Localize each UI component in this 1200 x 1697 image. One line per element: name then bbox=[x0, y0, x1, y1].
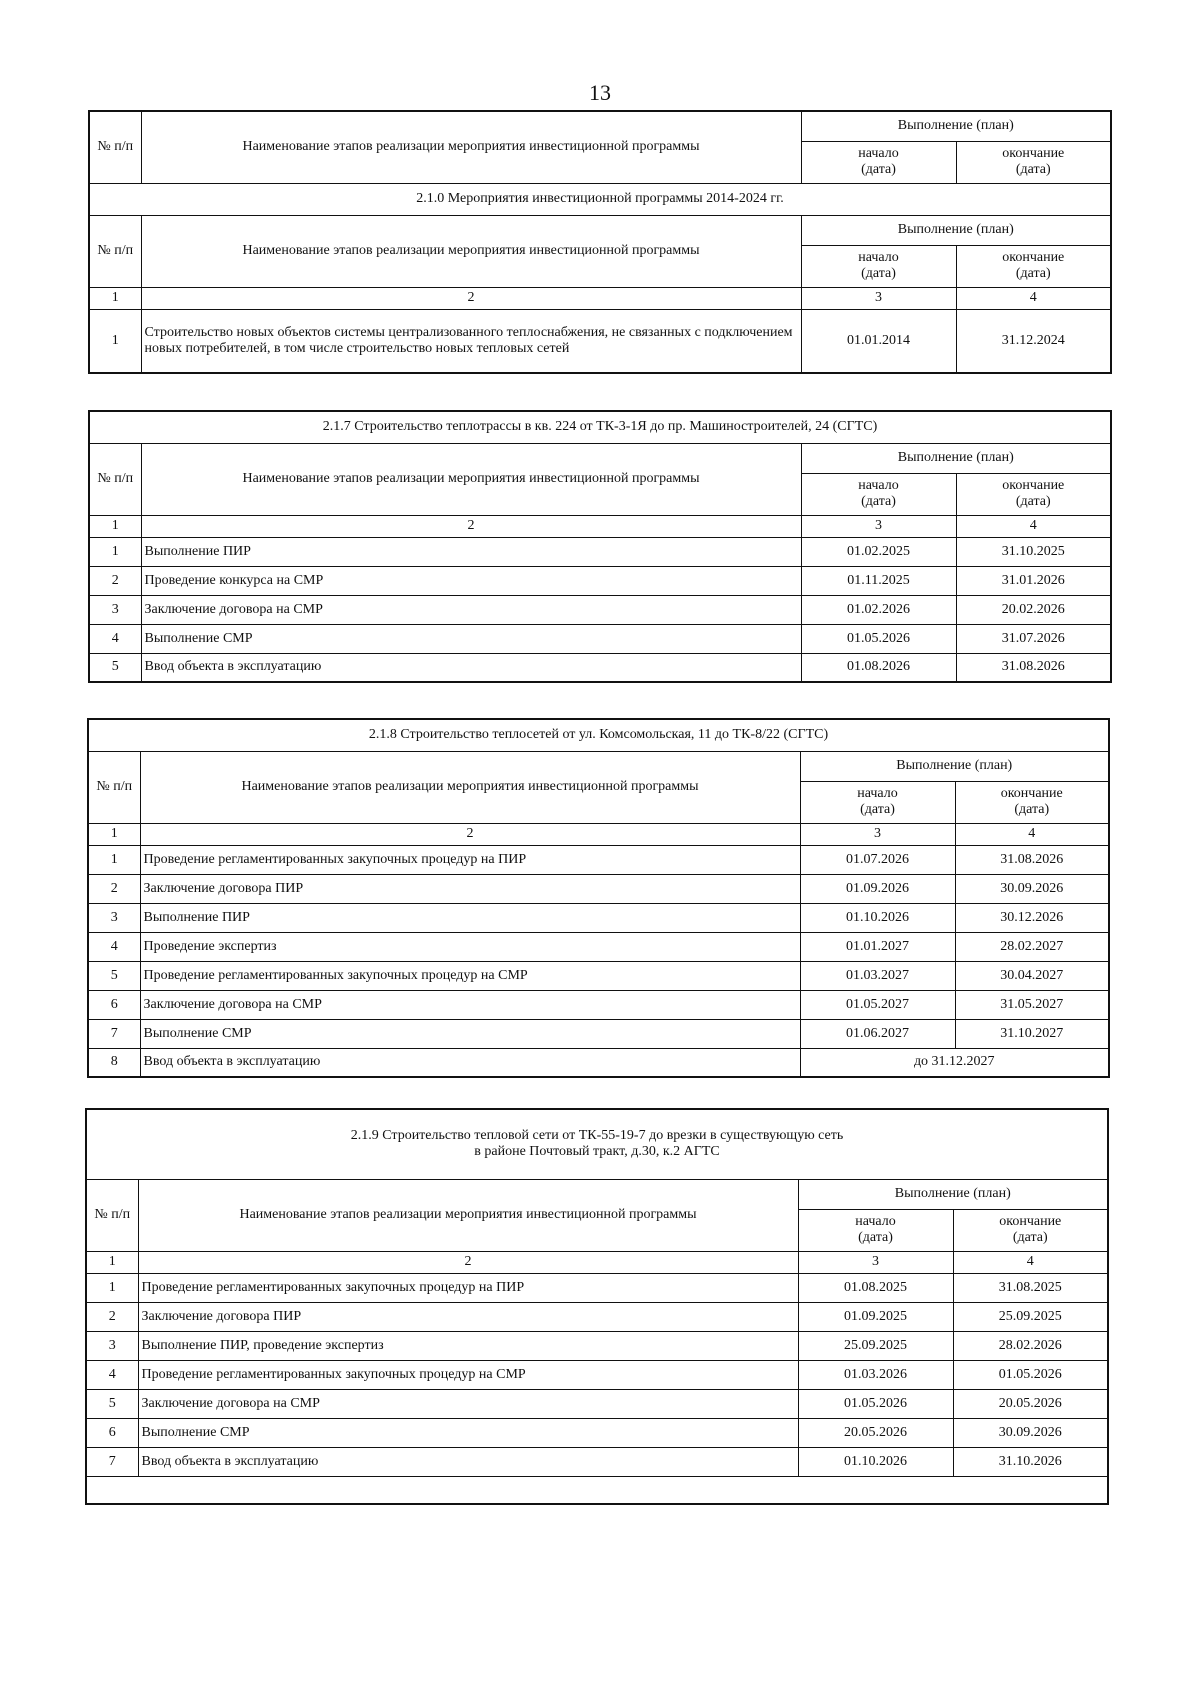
row-name: Ввод объекта в эксплуатацию bbox=[140, 1048, 800, 1077]
column-number: 1 bbox=[88, 823, 140, 845]
row-start: 01.03.2026 bbox=[798, 1360, 953, 1389]
row-end: 01.05.2026 bbox=[953, 1360, 1108, 1389]
row-name: Проведение регламентированных закупочных процедур на ПИР bbox=[138, 1273, 798, 1302]
table-row bbox=[88, 874, 1109, 903]
table-row bbox=[88, 845, 1109, 874]
row-end: 30.09.2026 bbox=[953, 1418, 1108, 1447]
row-num: 1 bbox=[86, 1273, 138, 1302]
column-number: 2 bbox=[141, 287, 801, 309]
table-row bbox=[89, 624, 1111, 653]
row-num: 6 bbox=[86, 1418, 138, 1447]
row-num: 1 bbox=[88, 845, 140, 874]
row-start: 01.01.2027 bbox=[800, 932, 955, 961]
header-start: начало (дата) bbox=[801, 473, 956, 515]
header-end: окончание (дата) bbox=[956, 473, 1111, 515]
column-number: 4 bbox=[953, 1251, 1108, 1273]
header-name: Наименование этапов реализации мероприятия инвестиционной программы bbox=[141, 443, 801, 515]
row-name: Выполнение ПИР bbox=[140, 903, 800, 932]
header-end: окончание (дата) bbox=[956, 245, 1111, 287]
row-name: Выполнение СМР bbox=[140, 1019, 800, 1048]
header-execution: Выполнение (план) bbox=[801, 443, 1111, 473]
column-number: 2 bbox=[141, 515, 801, 537]
row-start: 01.05.2026 bbox=[801, 624, 956, 653]
row-end: 30.09.2026 bbox=[955, 874, 1109, 903]
section-title-line-2: в районе Почтовый тракт, д.30, к.2 АГТС bbox=[474, 1144, 720, 1160]
header-start: начало (дата) bbox=[801, 245, 956, 287]
row-name: Заключение договора на СМР bbox=[141, 595, 801, 624]
row-num: 3 bbox=[88, 903, 140, 932]
row-name: Выполнение СМР bbox=[141, 624, 801, 653]
row-name: Выполнение ПИР bbox=[141, 537, 801, 566]
row-num: 3 bbox=[86, 1331, 138, 1360]
row-name: Выполнение СМР bbox=[138, 1418, 798, 1447]
header-start: начало (дата) bbox=[800, 781, 955, 823]
row-start: 20.05.2026 bbox=[798, 1418, 953, 1447]
row-name: Ввод объекта в эксплуатацию bbox=[141, 653, 801, 682]
table-row bbox=[89, 653, 1111, 682]
row-name: Выполнение ПИР, проведение экспертиз bbox=[138, 1331, 798, 1360]
row-num: 7 bbox=[86, 1447, 138, 1476]
row-start: 01.05.2027 bbox=[800, 990, 955, 1019]
row-end: 31.01.2026 bbox=[956, 566, 1111, 595]
row-num: 1 bbox=[89, 537, 141, 566]
page-number: 13 bbox=[589, 80, 611, 105]
row-end: 25.09.2025 bbox=[953, 1302, 1108, 1331]
header-name: Наименование этапов реализации мероприятия инвестиционной программы bbox=[138, 1179, 798, 1251]
table-row bbox=[86, 1418, 1108, 1447]
header-end: окончание (дата) bbox=[955, 781, 1109, 823]
row-end: 31.10.2026 bbox=[953, 1447, 1108, 1476]
table-row bbox=[86, 1273, 1108, 1302]
row-name: Проведение регламентированных закупочных процедур на СМР bbox=[138, 1360, 798, 1389]
column-number: 4 bbox=[956, 515, 1111, 537]
section-title: 2.1.8 Строительство теплосетей от ул. Комсомольская, 11 до ТК-8/22 (СГТС) bbox=[88, 719, 1109, 751]
column-number: 3 bbox=[801, 287, 956, 309]
row-num: 8 bbox=[88, 1048, 140, 1077]
table-row bbox=[89, 595, 1111, 624]
row-num: 4 bbox=[86, 1360, 138, 1389]
table-row bbox=[89, 537, 1111, 566]
header-num: № п/п bbox=[89, 443, 141, 515]
row-start: 01.08.2026 bbox=[801, 653, 956, 682]
table-row bbox=[86, 1447, 1108, 1476]
table-row bbox=[88, 932, 1109, 961]
header-num: № п/п bbox=[86, 1179, 138, 1251]
row-num: 4 bbox=[88, 932, 140, 961]
row-name: Проведение регламентированных закупочных процедур на ПИР bbox=[140, 845, 800, 874]
row-end: 20.02.2026 bbox=[956, 595, 1111, 624]
table-row bbox=[89, 309, 1111, 373]
column-number: 1 bbox=[89, 287, 141, 309]
construction-table-2-1-9 bbox=[85, 1108, 1109, 1505]
row-start: 01.01.2014 bbox=[801, 309, 956, 373]
row-start: 01.06.2027 bbox=[800, 1019, 955, 1048]
row-end: 30.04.2027 bbox=[955, 961, 1109, 990]
column-number: 2 bbox=[140, 823, 800, 845]
empty-cell bbox=[86, 1476, 1108, 1504]
header-num: № п/п bbox=[89, 111, 141, 183]
row-start: 01.09.2025 bbox=[798, 1302, 953, 1331]
row-end: 31.08.2025 bbox=[953, 1273, 1108, 1302]
header-name: Наименование этапов реализации мероприятия инвестиционной программы bbox=[140, 751, 800, 823]
row-end: 20.05.2026 bbox=[953, 1389, 1108, 1418]
row-num: 7 bbox=[88, 1019, 140, 1048]
row-num: 2 bbox=[88, 874, 140, 903]
column-number: 4 bbox=[955, 823, 1109, 845]
row-start: 01.11.2025 bbox=[801, 566, 956, 595]
row-deadline-merged: до 31.12.2027 bbox=[800, 1048, 1109, 1077]
row-num: 3 bbox=[89, 595, 141, 624]
header-execution: Выполнение (план) bbox=[800, 751, 1109, 781]
section-title bbox=[86, 1109, 1108, 1179]
row-end: 28.02.2027 bbox=[955, 932, 1109, 961]
row-end: 30.12.2026 bbox=[955, 903, 1109, 932]
row-num: 6 bbox=[88, 990, 140, 1019]
column-number: 3 bbox=[801, 515, 956, 537]
row-name: Строительство новых объектов системы централизованного теплоснабжения, не связанных с подключением новых потребителей, в том числе строительство новых тепловых сетей bbox=[141, 309, 801, 373]
row-name: Проведение конкурса на СМР bbox=[141, 566, 801, 595]
row-num: 5 bbox=[86, 1389, 138, 1418]
row-start: 01.10.2026 bbox=[800, 903, 955, 932]
header-end: окончание (дата) bbox=[956, 141, 1111, 183]
empty-row bbox=[86, 1476, 1108, 1504]
header-execution: Выполнение (план) bbox=[798, 1179, 1108, 1209]
table-row bbox=[88, 1019, 1109, 1048]
row-start: 01.07.2026 bbox=[800, 845, 955, 874]
row-end: 31.12.2024 bbox=[956, 309, 1111, 373]
row-num: 5 bbox=[89, 653, 141, 682]
header-name: Наименование этапов реализации мероприятия инвестиционной программы bbox=[141, 215, 801, 287]
row-start: 01.08.2025 bbox=[798, 1273, 953, 1302]
table-row bbox=[86, 1331, 1108, 1360]
row-name: Заключение договора на СМР bbox=[140, 990, 800, 1019]
header-num: № п/п bbox=[88, 751, 140, 823]
row-start: 01.03.2027 bbox=[800, 961, 955, 990]
row-start: 25.09.2025 bbox=[798, 1331, 953, 1360]
table-row bbox=[88, 903, 1109, 932]
row-num: 4 bbox=[89, 624, 141, 653]
header-start: начало (дата) bbox=[801, 141, 956, 183]
row-end: 31.08.2026 bbox=[955, 845, 1109, 874]
table-row bbox=[88, 990, 1109, 1019]
header-name: Наименование этапов реализации мероприятия инвестиционной программы bbox=[141, 111, 801, 183]
row-num: 2 bbox=[86, 1302, 138, 1331]
row-start: 01.02.2026 bbox=[801, 595, 956, 624]
section-title: 2.1.7 Строительство теплотрассы в кв. 224 от ТК-3-1Я до пр. Машиностроителей, 24 (СГТС) bbox=[89, 411, 1111, 443]
column-number: 1 bbox=[86, 1251, 138, 1273]
table-row bbox=[86, 1302, 1108, 1331]
column-number: 4 bbox=[956, 287, 1111, 309]
header-end: окончание (дата) bbox=[953, 1209, 1108, 1251]
table-row bbox=[88, 961, 1109, 990]
row-start: 01.09.2026 bbox=[800, 874, 955, 903]
column-number: 1 bbox=[89, 515, 141, 537]
header-execution: Выполнение (план) bbox=[801, 215, 1111, 245]
row-end: 31.10.2027 bbox=[955, 1019, 1109, 1048]
column-number: 3 bbox=[798, 1251, 953, 1273]
row-start: 01.02.2025 bbox=[801, 537, 956, 566]
row-end: 31.10.2025 bbox=[956, 537, 1111, 566]
header-start: начало (дата) bbox=[798, 1209, 953, 1251]
table-row bbox=[86, 1389, 1108, 1418]
row-name: Ввод объекта в эксплуатацию bbox=[138, 1447, 798, 1476]
table-row bbox=[89, 566, 1111, 595]
row-num: 5 bbox=[88, 961, 140, 990]
header-num: № п/п bbox=[89, 215, 141, 287]
column-number: 3 bbox=[800, 823, 955, 845]
row-name: Заключение договора ПИР bbox=[140, 874, 800, 903]
column-number: 2 bbox=[138, 1251, 798, 1273]
row-end: 31.07.2026 bbox=[956, 624, 1111, 653]
section-title-line-1: 2.1.9 Строительство тепловой сети от ТК-55-19-7 до врезки в существующую сеть bbox=[350, 1128, 844, 1144]
row-name: Заключение договора на СМР bbox=[138, 1389, 798, 1418]
row-end: 31.05.2027 bbox=[955, 990, 1109, 1019]
table-row bbox=[88, 1048, 1109, 1077]
header-execution: Выполнение (план) bbox=[801, 111, 1111, 141]
row-num: 2 bbox=[89, 566, 141, 595]
investment-program-table-2-1-0 bbox=[88, 110, 1112, 374]
table-row bbox=[86, 1360, 1108, 1389]
row-end: 31.08.2026 bbox=[956, 653, 1111, 682]
construction-table-2-1-7 bbox=[88, 410, 1112, 683]
section-title: 2.1.0 Мероприятия инвестиционной программы 2014-2024 гг. bbox=[89, 183, 1111, 215]
row-num: 1 bbox=[89, 309, 141, 373]
row-end: 28.02.2026 bbox=[953, 1331, 1108, 1360]
row-name: Проведение экспертиз bbox=[140, 932, 800, 961]
row-start: 01.10.2026 bbox=[798, 1447, 953, 1476]
row-name: Проведение регламентированных закупочных процедур на СМР bbox=[140, 961, 800, 990]
construction-table-2-1-8 bbox=[87, 718, 1110, 1078]
row-name: Заключение договора ПИР bbox=[138, 1302, 798, 1331]
row-start: 01.05.2026 bbox=[798, 1389, 953, 1418]
